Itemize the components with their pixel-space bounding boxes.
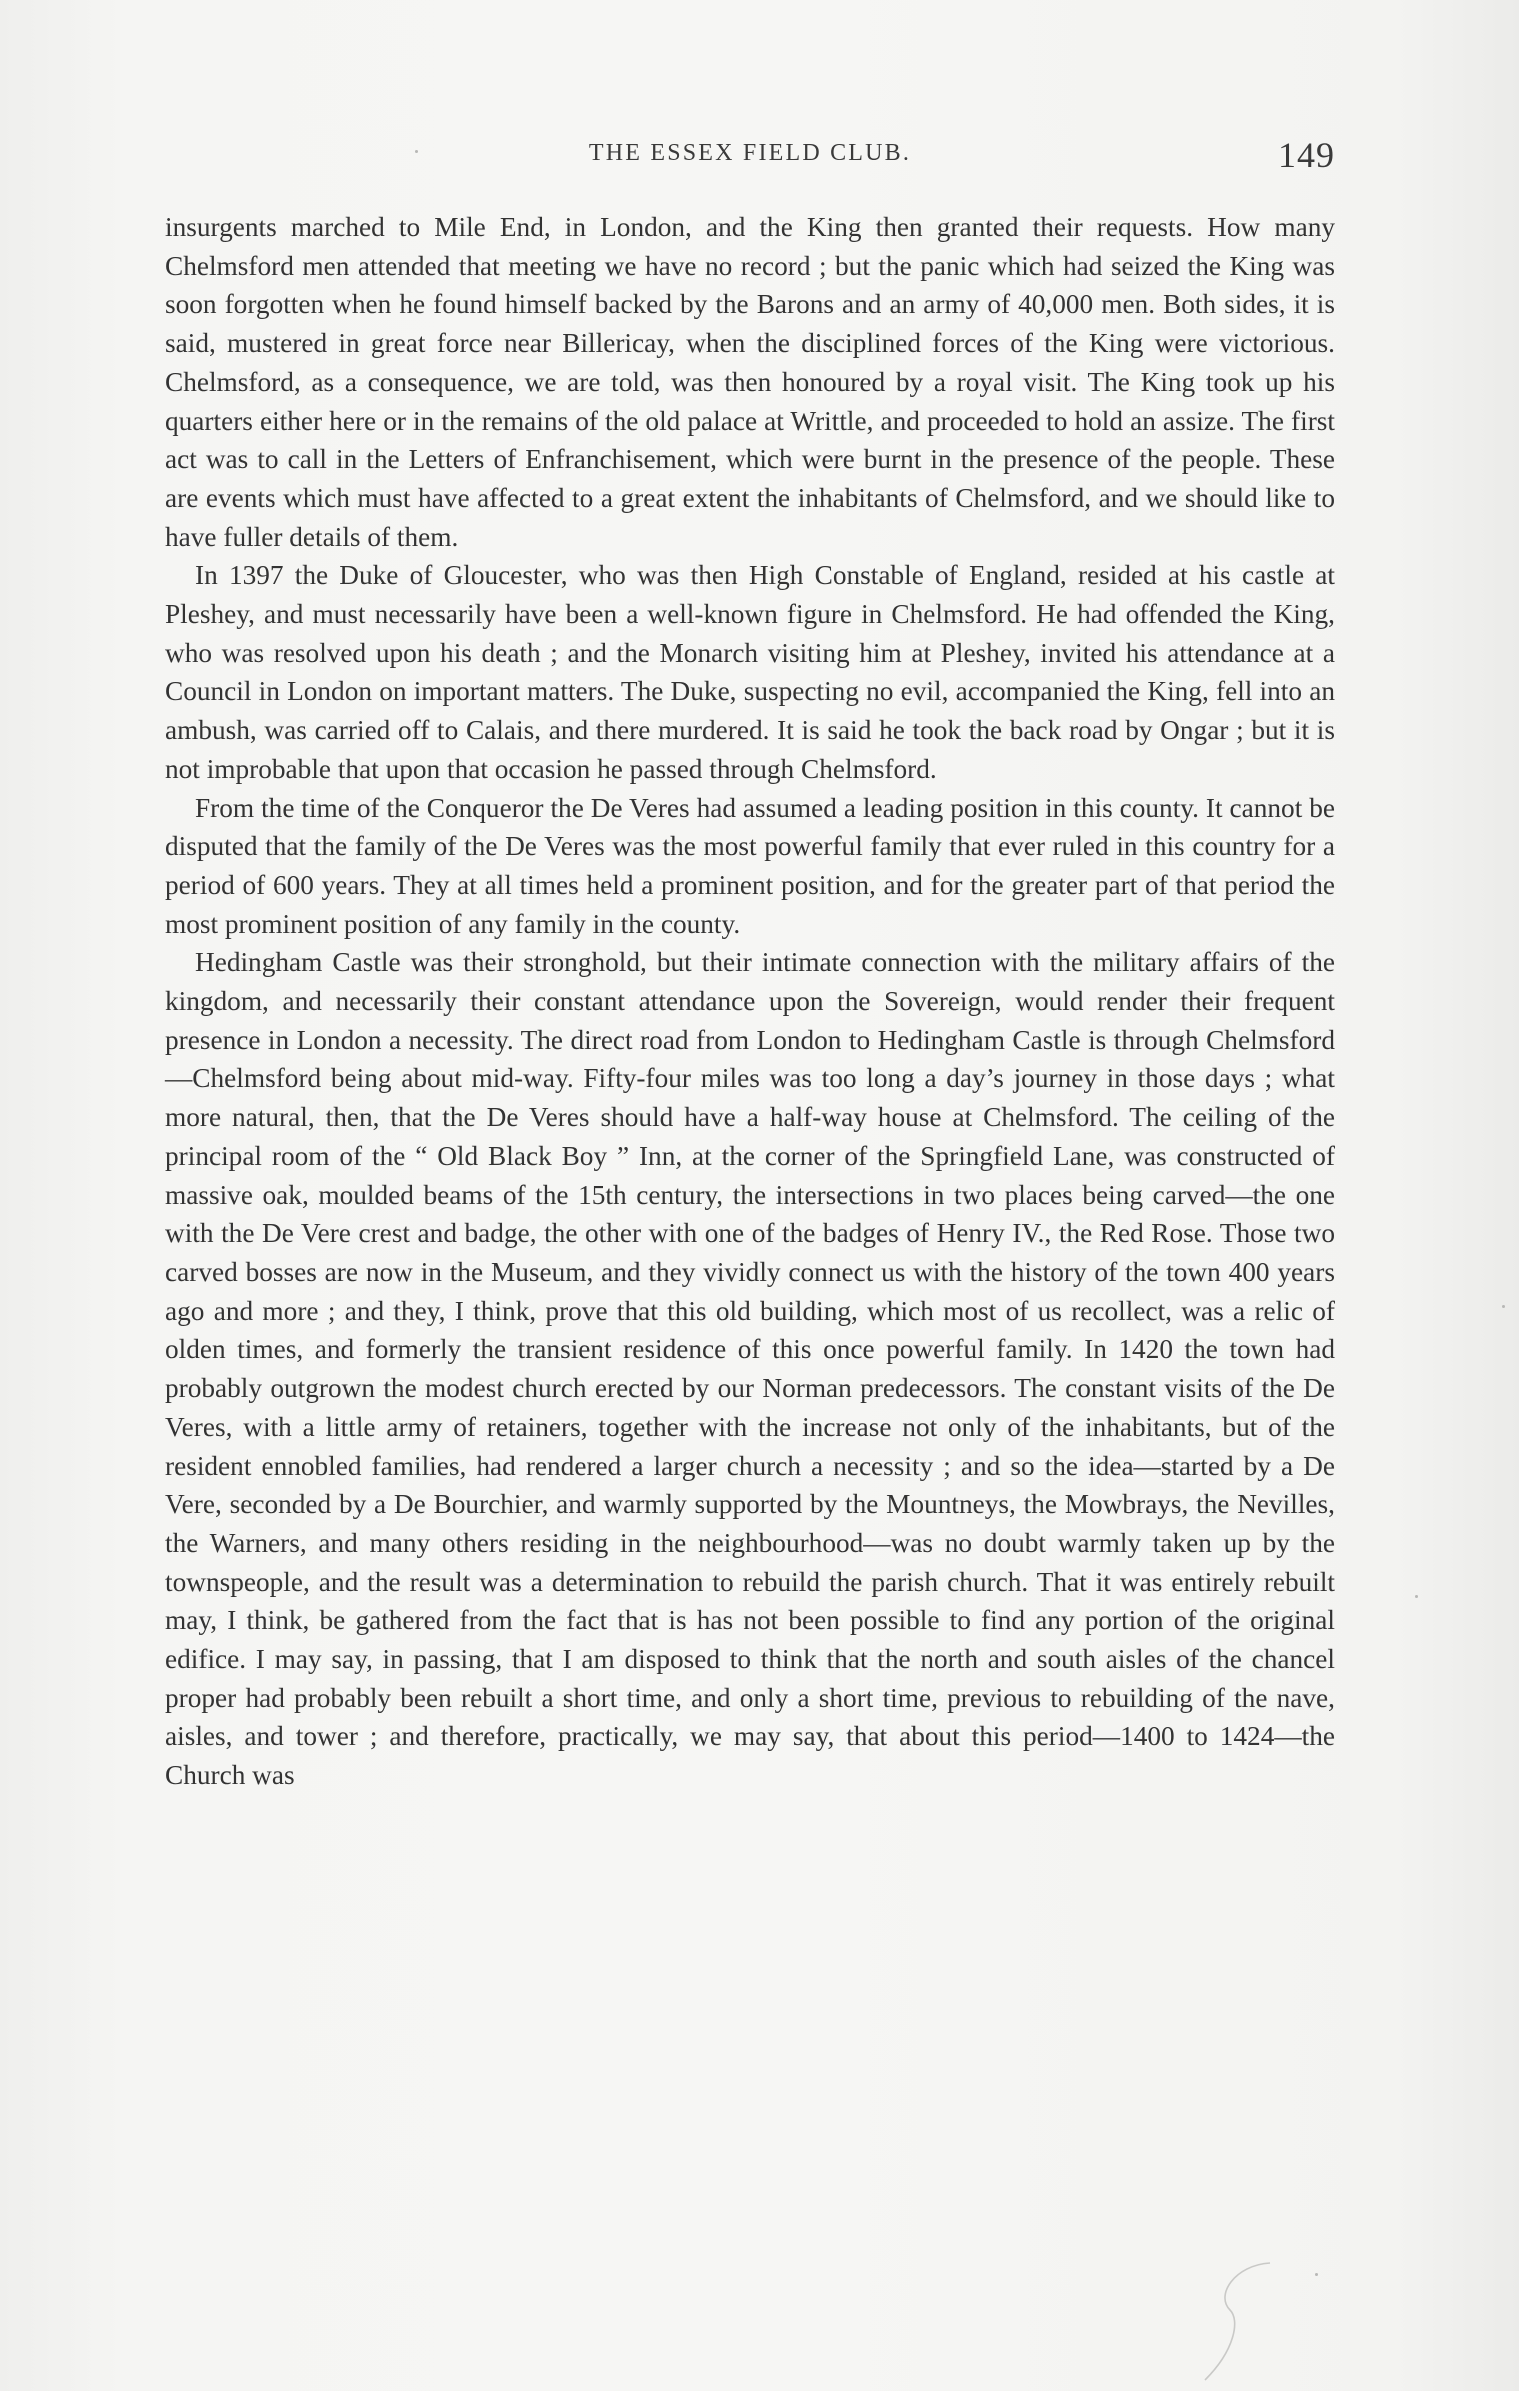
paragraph-de-veres: From the time of the Conqueror the De Veres had assumed a leading position in this county. It cannot be disputed that the family of the De Veres was the most powerful family that ever ruled in this country for a period of 600 years. They at all times held a prominent position, and for the greater part of that period the most prominent position of any family in the county. [165,792,1335,939]
paper-speck [1415,1595,1418,1598]
paper-speck [415,150,418,153]
body-text [165,208,1335,1795]
paragraph-continued: insurgents marched to Mile End, in London, and the King then granted their requests. How many Chelmsford men attended that meeting we have no record ; but the panic which had seized the King was soon forgotten when he found himself backed by the Barons and an army of 40,000 men. Both sides, it is said, mustered in great force near Billericay, when the disciplined forces of the King were victorious. Chelmsford, as a consequence, we are told, was then honoured by a royal visit. The King took up his quarters either here or in the remains of the old palace at Writtle, and proceeded to hold an assize. The first act was to call in the Letters of Enfranchisement, which were burnt in the presence of the people. These are events which must have affected to a great extent the inhabitants of Chelmsford, and we should like to have fuller details of them. [165,212,1335,552]
paper-speck [1502,1305,1505,1308]
paper-speck [1315,2273,1318,2276]
running-head [165,132,1335,182]
paragraph-hedingham-castle: Hedingham Castle was their stronghold, but their intimate connection with the military affairs of the kingdom, and necessarily their constant attendance upon the Sovereign, would render their frequent presence in London a necessity. The direct road from London to Hedingham Castle is through Chelmsford—Chelmsford being about mid-way. Fifty-four miles was too long a day’s journey in those days ; what more natural, then, that the De Veres should have a half-way house at Chelmsford. The ceiling of the principal room of the “ Old Black Boy ” Inn, at the corner of the Springfield Lane, was constructed of massive oak, moulded beams of the 15th century, the intersections in two places being carved—the one with the De Vere crest and badge, the other with one of the badges of Henry IV., the Red Rose. Those two carved bosses are now in the Museum, and they vividly connect us with the history of the town 400 years ago and more ; and they, I think, prove that this old building, which most of us recollect, was a relic of olden times, and formerly the transient residence of this once powerful family. In 1420 the town had probably outgrown the modest church erected by our Norman predecessors. The constant visits of the De Veres, with a little army of retainers, together with the increase not only of the inhabitants, but of the resident ennobled families, had rendered a larger church a necessity ; and so the idea—started by a De Vere, seconded by a De Bourchier, and warmly supported by the Mountneys, the Mowbrays, the Nevilles, the Warners, and many others residing in the neighbourhood—was no doubt warmly taken up by the townspeople, and the result was a determination to rebuild the parish church. That it was entirely rebuilt may, I think, be gathered from the fact that is has not been possible to find any portion of the original edifice. I may say, in passing, that I am disposed to think that the north and south aisles of the chancel proper had probably been rebuilt a short time, and only a short time, previous to rebuilding of the nave, aisles, and tower ; and therefore, practically, we may say, that about this period—1400 to 1424—the Church was [165,947,1335,1791]
paragraph-duke-of-gloucester: In 1397 the Duke of Gloucester, who was then High Constable of England, resided at his castle at Pleshey, and must necessarily have been a well-known figure in Chelmsford. He had offended the King, who was resolved upon his death ; and the Monarch visiting him at Pleshey, invited his attendance at a Council in London on important matters. The Duke, suspecting no evil, accompanied the King, fell into an ambush, was carried off to Calais, and there murdered. It is said he took the back road by Ongar ; but it is not improbable that upon that occasion he passed through Chelmsford. [165,560,1335,784]
page-number: 149 [1278,135,1335,175]
pencil-mark [1195,2255,1315,2385]
running-title: THE ESSEX FIELD CLUB. [588,140,912,166]
